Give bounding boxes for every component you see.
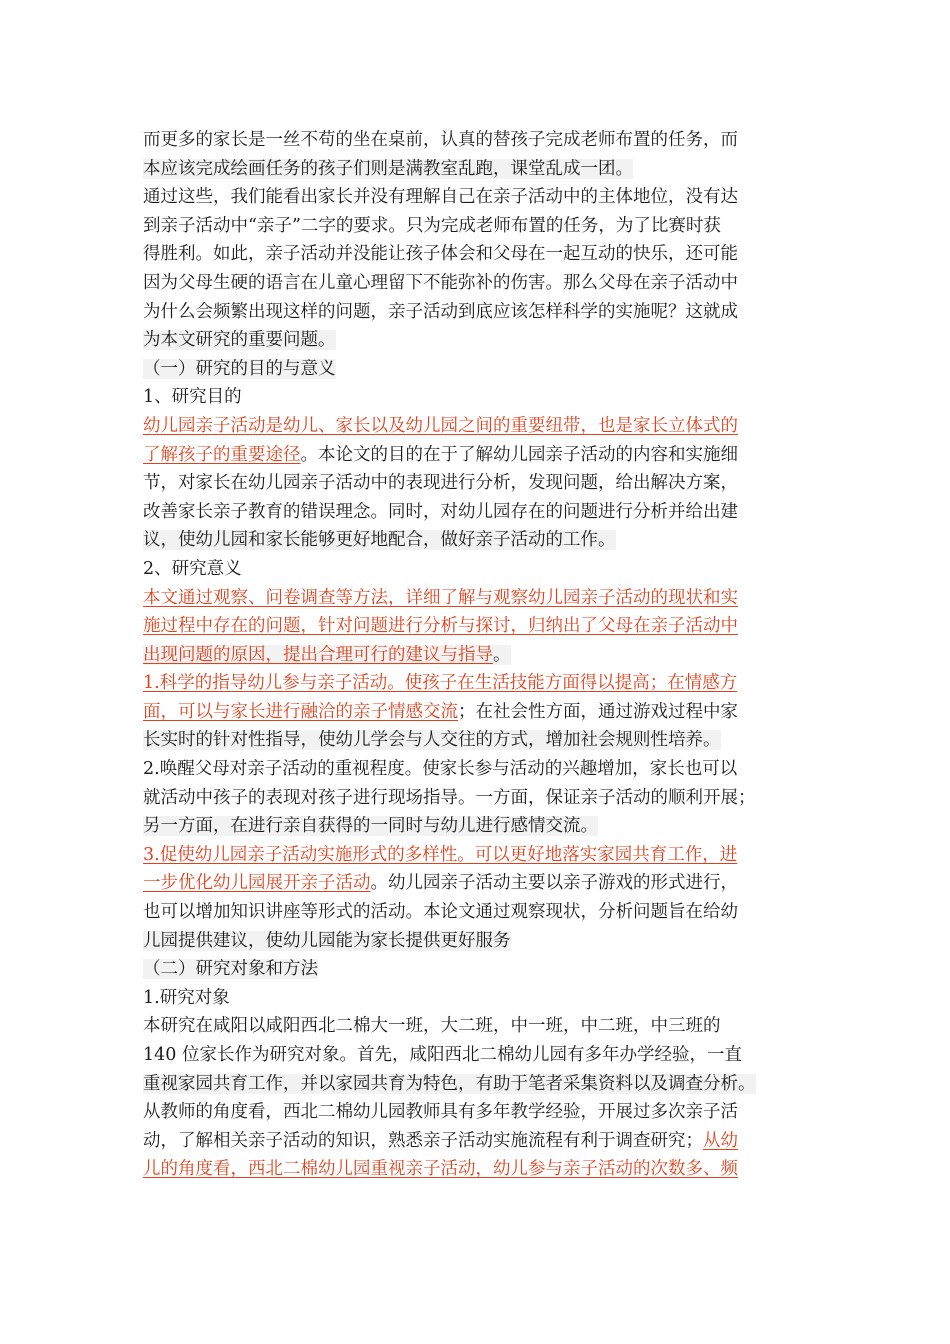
body-text: 而更多的家长是一丝不苟的坐在桌前，认真的替孩子完成老师布置的任务，而 [143, 130, 738, 150]
text-line [143, 641, 803, 670]
highlighted-text: 本文通过观察、问卷调查等方法，详细了解与观察幼儿园亲子活动的现状和实 [143, 587, 738, 608]
body-text: 另一方面，在进行亲自获得的一同时与幼儿进行感情交流。 [143, 816, 598, 837]
highlighted-text: 出现问题的原因，提出合理可行的建议与指导 [143, 644, 493, 665]
text-line [143, 1012, 803, 1041]
body-text: 议，使幼儿园和家长能够更好地配合，做好亲子活动的工作。 [143, 530, 616, 551]
body-text: 到亲子活动中“亲子”二字的要求。只为完成老师布置的任务，为了比赛时获 [143, 215, 721, 236]
text-line [143, 984, 803, 1013]
text-line [143, 841, 803, 870]
body-text: 因为父母生硬的语言在儿童心理留下不能弥补的伤害。那么父母在亲子活动中 [143, 272, 738, 293]
body-text: 为什么会频繁出现这样的问题，亲子活动到底应该怎样科学的实施呢？这就成 [143, 301, 738, 322]
body-text: （二）研究对象和方法 [143, 959, 318, 980]
body-text: 动，了解相关亲子活动的知识，熟悉亲子活动实施流程有利于调查研究； [143, 1130, 703, 1151]
text-line [143, 155, 803, 184]
text-line [143, 126, 803, 155]
text-line [143, 755, 803, 784]
text-line [143, 1041, 803, 1070]
text-line [143, 898, 803, 927]
body-text: 长实时的针对性指导，使幼儿学会与人交往的方式，增加社会规则性培养。 [143, 730, 721, 751]
body-text: 节，对家长在幼儿园亲子活动中的表现进行分析，发现问题，给出解决方案， [143, 473, 738, 494]
body-text: 本应该完成绘画任务的孩子们则是满教室乱跑，课堂乱成一团。 [143, 158, 633, 179]
highlighted-text: 一步优化幼儿园展开亲子活动 [143, 873, 371, 894]
body-text: 为本文研究的重要问题。 [143, 330, 336, 351]
text-line [143, 726, 803, 755]
body-text: 从教师的角度看，西北二棉幼儿园教师具有多年教学经验，开展过多次亲子活 [143, 1102, 738, 1123]
text-line [143, 1127, 803, 1156]
body-text: 1.研究对象 [143, 987, 230, 1008]
text-line [143, 298, 803, 327]
body-text: 。 [493, 644, 511, 665]
body-text: 得胜利。如此，亲子活动并没能让孩子体会和父母在一起互动的快乐，还可能 [143, 244, 738, 265]
highlighted-text: 幼儿园亲子活动是幼儿、家长以及幼儿园之间的重要纽带，也是家长立体式的 [143, 415, 738, 436]
text-line [143, 812, 803, 841]
body-text: 2.唤醒父母对亲子活动的重视程度。使家长参与活动的兴趣增加，家长也可以 [143, 759, 738, 780]
body-text: 也可以增加知识讲座等形式的活动。本论文通过观察现状，分析问题旨在给幼 [143, 902, 738, 923]
body-text: ；在社会性方面，通过游戏过程中家 [458, 701, 738, 722]
text-line [143, 498, 803, 527]
document-body [143, 126, 803, 1184]
text-line [143, 240, 803, 269]
text-line [143, 441, 803, 470]
text-line [143, 412, 803, 441]
body-text: 140 位家长作为研究对象。首先，咸阳西北二棉幼儿园有多年办学经验，一直 [143, 1045, 742, 1065]
text-line [143, 927, 803, 956]
body-text: （一）研究的目的与意义 [143, 358, 336, 379]
highlighted-text: 从幼 [703, 1130, 738, 1151]
text-line [143, 355, 803, 384]
text-line [143, 1070, 803, 1099]
text-line [143, 469, 803, 498]
text-line [143, 612, 803, 641]
highlighted-text: 了解孩子的重要途径 [143, 444, 301, 465]
text-line [143, 183, 803, 212]
text-line [143, 269, 803, 298]
text-line [143, 383, 803, 412]
body-text: 就活动中孩子的表现对孩子进行现场指导。一方面，保证亲子活动的顺利开展； [143, 787, 756, 808]
body-text: 重视家园共育工作，并以家园共育为特色，有助于笔者采集资料以及调查分析。 [143, 1073, 756, 1094]
text-line [143, 1155, 803, 1184]
text-line [143, 212, 803, 241]
text-line [143, 326, 803, 355]
text-line [143, 526, 803, 555]
body-text: 2、研究意义 [143, 558, 242, 579]
body-text: 1、研究目的 [143, 387, 242, 408]
text-line [143, 784, 803, 813]
highlighted-text: 儿的角度看，西北二棉幼儿园重视亲子活动，幼儿参与亲子活动的次数多、频 [143, 1159, 738, 1180]
highlighted-text: 面，可以与家长进行融洽的亲子情感交流 [143, 701, 458, 722]
body-text: 。幼儿园亲子活动主要以亲子游戏的形式进行， [370, 873, 738, 894]
text-line [143, 555, 803, 584]
text-line [143, 698, 803, 727]
body-text: 改善家长亲子教育的错误理念。同时，对幼儿园存在的问题进行分析并给出建 [143, 501, 738, 522]
text-line [143, 955, 803, 984]
highlighted-text: 施过程中存在的问题，针对问题进行分析与探讨，归纳出了父母在亲子活动中 [143, 616, 738, 637]
text-line [143, 584, 803, 613]
text-line [143, 669, 803, 698]
highlighted-text: 1.科学的指导幼儿参与亲子活动。使孩子在生活技能方面得以提高；在情感方 [143, 673, 738, 694]
text-line [143, 869, 803, 898]
highlighted-text: 3.促使幼儿园亲子活动实施形式的多样性。可以更好地落实家园共育工作，进 [143, 844, 738, 865]
body-text: 儿园提供建议，使幼儿园能为家长提供更好服务 [143, 930, 511, 951]
text-line [143, 1098, 803, 1127]
body-text: 本研究在咸阳以咸阳西北二棉大一班，大二班，中一班，中二班，中三班的 [143, 1016, 721, 1037]
body-text: 。本论文的目的在于了解幼儿园亲子活动的内容和实施细 [300, 444, 738, 465]
body-text: 通过这些，我们能看出家长并没有理解自己在亲子活动中的主体地位，没有达 [143, 187, 738, 208]
